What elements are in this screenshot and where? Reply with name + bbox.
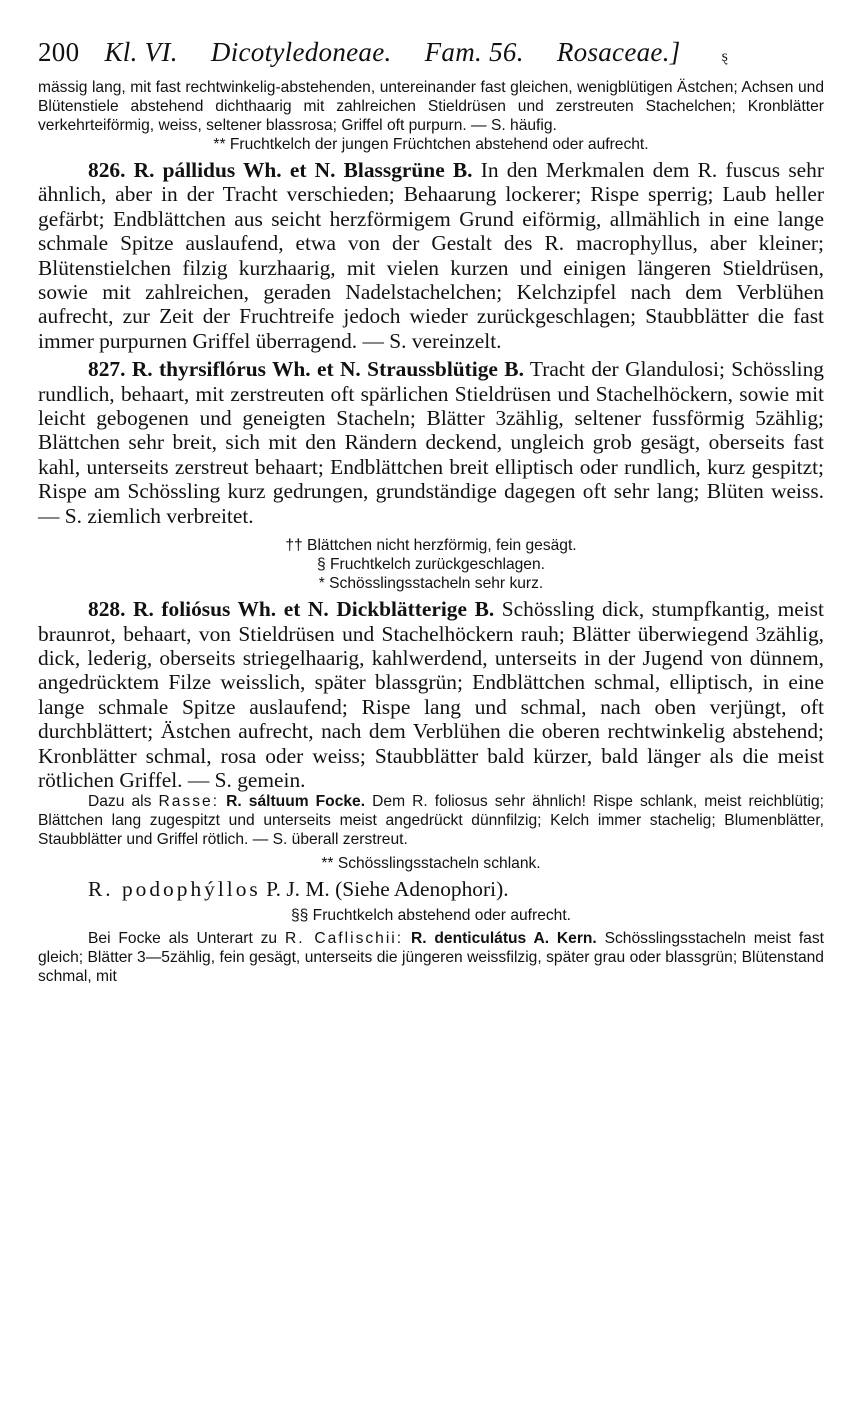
entry-828-text: Schössling dick, stumpfkantig, meist braunrot, behaart, von Stieldrüsen und Stachelhöckern rauh; Blätter überwiegend 3zählig, dick, lederig, oberseits striegelhaarig, kahlwerdend, unterseits in der Jugend von dünnem, angedrücktem Filze weisslich, später blassgrün; Endblättchen schmal, elliptisch, in eine lange schmale Spitze auslaufend; Rispe lang und schmal, nach oben verjüngt, oft durchblättert; Ästchen aufrecht, nach dem Verblühen die oberen rechtwinkelig abstehend; Kronblätter schmal, rosa oder weiss; Staubblätter bald kürzer, bald länger als die meist rötlichen Griffel. — S. gemein. (38, 597, 824, 792)
running-header (38, 30, 824, 74)
page-number: 200 (38, 37, 80, 67)
entry-827-common-name: Straussblütige B. (367, 357, 524, 382)
focke-note-name: R. Caflischii: (284, 929, 404, 947)
entry-826-name: R. pállidus Wh. et N. (133, 158, 336, 182)
key-heading-calyx-reflexed: § Fruchtkelch zurückgeschlagen. (317, 556, 545, 574)
entry-826-common-name: Blassgrüne B. (343, 158, 473, 182)
group-label: Dicotyledoneae. (210, 37, 392, 67)
page (38, 30, 824, 986)
podophyllos-name: R. podophýllos (88, 877, 261, 902)
podophyllos-reference (38, 877, 824, 901)
key-heading-fruit-calyx: ** Fruchtkelch der jungen Früchtchen abstehend oder aufrecht. (213, 136, 649, 153)
entry-827-name: R. thyrsiflórus Wh. et N. (131, 357, 361, 382)
entry-826 (38, 158, 824, 353)
entry-827-number: 827. (88, 357, 126, 382)
entry-826-number: 826. (88, 158, 126, 182)
entry-828-number: 828. (88, 597, 126, 622)
podophyllos-ref: (Siehe Adenophori). (335, 877, 509, 902)
continuation-paragraph: mässig lang, mit fast rechtwinkelig-abstehenden, untereinander fast gleichen, wenigblütigen Ästchen; Achsen und Blütenstiele abstehend dichthaarig mit zahlreichen Stieldrüsen und zerstreuten Stachelchen; Kronblätter verkehrteiförmig, weiss, seltener blassrosa; Griffel oft purpurn. — S. häufig. (38, 79, 824, 134)
race-note-word: Rasse: (158, 793, 220, 811)
entry-828-common-name: Dickblätterige B. (336, 597, 495, 622)
focke-note-text: Schösslingsstacheln meist fast gleich; Blätter 3—5zählig, fein gesägt, unterseits die jüngeren weissfilzig, später grau oder blassgrün; Blütenstand schmal, mit (38, 929, 824, 985)
podophyllos-author: P. J. M. (266, 877, 330, 902)
race-note-name: R. sáltuum Focke. (226, 793, 366, 811)
key-heading-slender-prickles: ** Schösslingsstacheln schlank. (321, 855, 541, 873)
race-note-text: Dem R. foliosus sehr ähnlich! Rispe schlank, meist reichblütig; Blättchen lang zugespitzt und unterseits meist angedrückt dünnfilzig; Kelch immer stachelig; Blumenblätter, Staubblätter und Griffel rötlich. — S. überall zerstreut. (38, 793, 824, 849)
entry-827 (38, 357, 824, 528)
header-mark: ȿ (721, 48, 729, 65)
entry-828-name: R. foliósus Wh. et N. (133, 597, 329, 622)
class-label: Kl. VI. (104, 37, 178, 67)
focke-note (38, 929, 824, 986)
key-heading-short-prickles: * Schösslingsstacheln sehr kurz. (318, 575, 544, 593)
race-note (38, 792, 824, 849)
entry-826-text: In den Merkmalen dem R. fuscus sehr ähnlich, aber in der Tracht verschieden; Behaarung lockerer; Rispe sperrig; Laub heller gefärbt; Endblättchen aus seicht herzförmigem Grund eiförmig, allmählich in eine lange schmale Spitze auslaufend, etwa von der Gestalt des R. macrophyllus, aber kleiner; Blütenstielchen filzig kurzhaarig, mit vielen kurzen und einigen längeren Stieldrüsen, sowie mit zahlreichen, geraden Nadelstachelchen; Kelchzipfel nach dem Verblühen aufrecht, zur Zeit der Fruchtreife jedoch wieder zurückgeschlagen; Staubblätter die fast immer purpurnen Griffel überragend. — S. vereinzelt. (38, 158, 824, 353)
focke-note-subspecies: R. denticulátus A. Kern. (410, 929, 597, 947)
focke-note-lead: Bei Focke als Unterart zu (88, 929, 278, 947)
entry-828 (38, 597, 824, 792)
key-heading-leaflets: †† Blättchen nicht herzförmig, fein gesägt. (285, 537, 577, 555)
entry-827-text: Tracht der Glandulosi; Schössling rundlich, behaart, mit zerstreuten oft spärlichen Stieldrüsen und Stachelhöckern, sowie mit leicht gebogenen und geneigten Stacheln; Blätter 3zählig, seltener fussförmig 5zählig; Blättchen sehr breit, sich mit den Rändern deckend, ungleich grob gesägt, oberseits fast kahl, unterseits zerstreut behaart; Endblättchen breit elliptisch oder rundlich, kurz gespitzt; Rispe am Schössling kurz gedrungen, grundständige dagegen oft sehr lang; Blüten weiss. — S. ziemlich verbreitet. (38, 357, 824, 528)
family-label: Fam. 56. (424, 37, 524, 67)
key-heading-calyx-spreading: §§ Fruchtkelch abstehend oder aufrecht. (291, 906, 571, 924)
race-note-lead: Dazu als (88, 793, 152, 811)
family-name: Rosaceae.] (556, 37, 681, 67)
